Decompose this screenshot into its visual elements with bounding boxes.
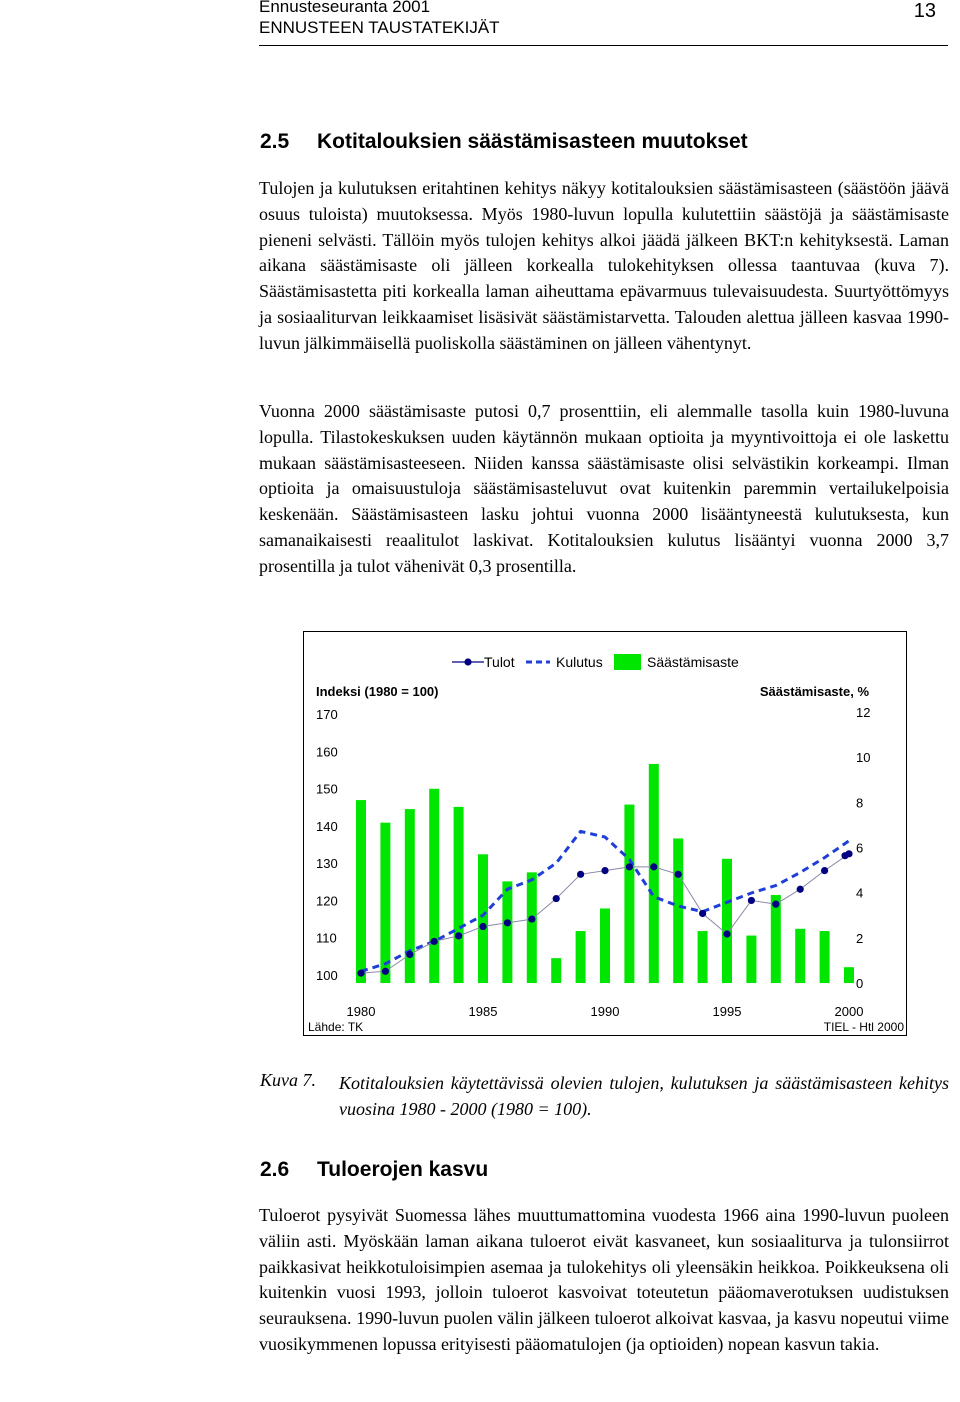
left-tick-label: 150 bbox=[316, 781, 338, 797]
left-axis-title: Indeksi (1980 = 100) bbox=[316, 684, 439, 699]
series-tulot-marker bbox=[528, 915, 535, 922]
bar-saastamisaste bbox=[502, 881, 512, 983]
left-tick-label: 110 bbox=[316, 930, 337, 946]
series-tulot-marker bbox=[675, 871, 682, 878]
body-paragraph-2: Vuonna 2000 säästämisaste putosi 0,7 prosenttiin, eli alemmalle tasolla kuin 1980-luvuna lopulla. Tilastokeskuksen uuden käytännön mukaan optioita ja myyntivoittoja ei ole laskettu mukaan säästämisasteeseen. Niiden kanssa säästämisaste olisi selvästikin korkeampi. Ilman optioita ja omaisuustuloja säästämisasteluvut ovat kuitenkin paremmin vertailukelpoisia keskenään. Säästämisasteen lasku johtui vuonna 2000 lisääntyneestä kulutuksesta, kun samanaikaisesti reaalitulot laskivat. Kotitalouksien kulutus lisääntyi vuonna 2000 3,7 prosentilla ja tulot vähenivät 0,3 prosentilla. bbox=[259, 401, 949, 576]
figure-label: Kuva 7. bbox=[260, 1070, 316, 1090]
bar-saastamisaste bbox=[600, 908, 610, 983]
series-tulot-marker bbox=[821, 867, 828, 874]
series-tulot-marker bbox=[601, 867, 608, 874]
series-tulot-marker bbox=[504, 919, 511, 926]
section-heading-2-6 bbox=[260, 1158, 488, 1182]
series-tulot-marker bbox=[650, 863, 657, 870]
series-tulot-marker bbox=[357, 970, 364, 977]
series-tulot-marker bbox=[626, 863, 633, 870]
series-tulot-marker bbox=[479, 923, 486, 930]
series-tulot-marker bbox=[841, 852, 848, 859]
series-tulot-marker bbox=[772, 901, 779, 908]
series-tulot-marker bbox=[431, 938, 438, 945]
bar-saastamisaste bbox=[429, 789, 439, 983]
left-tick-label: 120 bbox=[316, 893, 338, 909]
bar-saastamisaste bbox=[551, 958, 561, 983]
section-number: 2.5 bbox=[260, 130, 290, 153]
credit-label: TIEL - Htl 2000 bbox=[823, 1020, 904, 1034]
bar-saastamisaste bbox=[673, 838, 683, 983]
bar-saastamisaste bbox=[746, 936, 756, 983]
body-paragraph-3: Tuloerot pysyivät Suomessa lähes muuttumattomina vuodesta 1966 aina 1990-luvun puoleen väliin asti. Myöskään laman aikana tuloerot eivät kasvaneet, kun sosiaaliturva ja tulonsiirrot paikkasivat heikkotuloisimpien asemaa ja tulokehitys oli yleensäkin heikkoa. Poikkeuksena oli kuitenkin vuosi 1993, jolloin tuloerot kasvoivat toteutetun pääomaverotuksen uudistuksen seurauksena. 1990-luvun puolen välin jälkeen tuloerot alkoivat kasvaa, ja kasvu nopeutui viime vuosikymmenen lopussa erityisesti pääomatulojen (ja optioiden) nopean kasvun takia. bbox=[259, 1205, 949, 1354]
section-title: Kotitalouksien säästämisasteen muutokset bbox=[317, 130, 748, 153]
bar-saastamisaste bbox=[527, 872, 537, 983]
series-tulot-marker bbox=[406, 951, 413, 958]
left-tick-label: 130 bbox=[316, 856, 338, 872]
series-tulot-marker bbox=[723, 930, 730, 937]
right-tick-label: 4 bbox=[856, 885, 864, 901]
page-number: 13 bbox=[913, 0, 936, 22]
section-heading-2-5 bbox=[260, 130, 748, 154]
x-tick-label: 2000 bbox=[834, 1004, 864, 1019]
x-tick-label: 1990 bbox=[590, 1004, 620, 1019]
right-tick-label: 12 bbox=[856, 705, 871, 720]
legend-label-kulutus: Kulutus bbox=[556, 654, 603, 670]
bar-saastamisaste bbox=[649, 764, 659, 983]
bar-saastamisaste bbox=[576, 931, 586, 983]
body-paragraph-1: Tulojen ja kulutuksen eritahtinen kehitys näkyy kotitalouksien säästämisasteen (säästöön jäävä osuus tuloista) muutoksessa. Myös 1980-luvun lopulla kulutettiin säästöjä ja säästämisaste pieneni selvästi. Tällöin myös tulojen kehitys alkoi jäädä jälkeen BKT:n kehityksestä. Laman aikana säästämisaste oli jälleen korkealla tulokehityksen ollessa taantuvaa (kuva 7). Säästämisastetta piti korkealla laman aiheuttama epävarmuus tulevaisuudesta. Suurtyöttömyys ja sosiaaliturvan leikkaamiset lisäsivät säästämistarvetta. Talouden alettua jälleen kasvaa 1990-luvun jälkimmäisellä puoliskolla säästäminen on jälleen vähentynyt. bbox=[259, 178, 949, 353]
bar-saastamisaste bbox=[795, 929, 805, 983]
series-tulot-marker bbox=[553, 895, 560, 902]
section-title: Tuloerojen kasvu bbox=[317, 1158, 489, 1181]
right-tick-label: 8 bbox=[856, 795, 864, 811]
legend-tulot-marker bbox=[464, 658, 471, 665]
combo-chart bbox=[304, 632, 906, 1035]
right-axis-title: Säästämisaste, % bbox=[759, 684, 869, 699]
bar-saastamisaste bbox=[820, 931, 830, 983]
bar-saastamisaste bbox=[454, 807, 464, 983]
right-tick-label: 10 bbox=[856, 750, 871, 766]
bar-saastamisaste bbox=[356, 800, 366, 983]
left-tick-label: 170 bbox=[316, 707, 338, 722]
right-tick-label: 0 bbox=[856, 976, 864, 991]
bar-saastamisaste bbox=[380, 823, 390, 983]
chart-frame bbox=[303, 631, 907, 1036]
header-line-1: Ennusteseuranta 2001 bbox=[259, 0, 431, 16]
x-tick-label: 1995 bbox=[712, 1004, 742, 1019]
series-tulot-marker bbox=[797, 886, 804, 893]
bar-saastamisaste bbox=[844, 967, 854, 983]
legend-label-saastamisaste: Säästämisaste bbox=[647, 654, 739, 670]
header-rule bbox=[259, 45, 948, 46]
series-tulot-marker bbox=[748, 897, 755, 904]
bar-saastamisaste bbox=[722, 859, 732, 983]
header-line-2: ENNUSTEEN TAUSTATEKIJÄT bbox=[259, 18, 500, 37]
bar-saastamisaste bbox=[478, 854, 488, 983]
x-tick-label: 1980 bbox=[346, 1004, 376, 1019]
bar-saastamisaste bbox=[771, 895, 781, 983]
legend-saastamisaste-swatch bbox=[614, 654, 641, 670]
section-number: 2.6 bbox=[260, 1158, 290, 1181]
series-tulot-marker bbox=[455, 932, 462, 939]
bar-saastamisaste bbox=[698, 931, 708, 983]
left-tick-label: 140 bbox=[316, 818, 338, 834]
source-label: Lähde: TK bbox=[308, 1020, 364, 1034]
bar-saastamisaste bbox=[624, 805, 634, 983]
left-tick-label: 100 bbox=[316, 968, 338, 983]
right-tick-label: 6 bbox=[856, 840, 864, 856]
figure-caption: Kotitalouksien käytettävissä olevien tulojen, kulutuksen ja säästämisasteen kehitys vuosina 1980 - 2000 (1980 = 100). bbox=[339, 1073, 949, 1119]
series-tulot-marker bbox=[577, 871, 584, 878]
left-tick-label: 160 bbox=[316, 744, 338, 760]
series-tulot-marker bbox=[699, 910, 706, 917]
right-tick-label: 2 bbox=[856, 930, 864, 946]
legend-label-tulot: Tulot bbox=[484, 654, 515, 670]
series-tulot-marker bbox=[382, 968, 389, 975]
running-header bbox=[259, 0, 500, 38]
x-tick-label: 1985 bbox=[468, 1004, 498, 1019]
